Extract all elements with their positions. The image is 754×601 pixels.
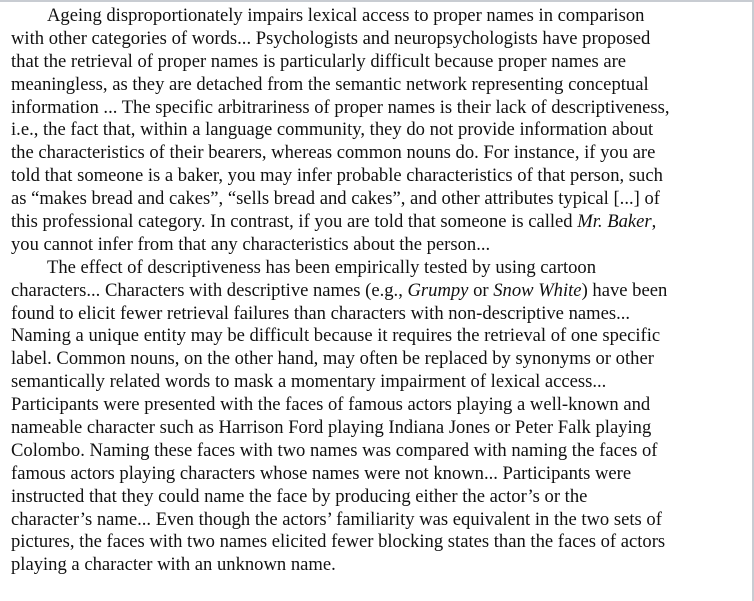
text-line: label. Common nouns, on the other hand, may often be replaced by synonyms or other <box>11 348 654 370</box>
italic-name: Grumpy <box>407 279 469 301</box>
text-line: famous actors playing characters whose names were not known... Participants were <box>11 462 632 484</box>
text-line: Naming a unique entity may be difficult because it requires the retrieval of one specific <box>11 325 661 347</box>
text-line: The effect of descriptiveness has been empirically tested by using cartoon <box>47 256 597 278</box>
document-text <box>11 5 744 577</box>
text-line: information ... The specific arbitrariness of proper names is their lack of descriptiveness, <box>11 96 670 118</box>
text-line: Ageing disproportionately impairs lexical access to proper names in comparison <box>47 5 645 26</box>
text-line: with other categories of words... Psychologists and neuropsychologists have proposed <box>11 27 651 49</box>
text-line: instructed that they could name the face by producing either the actor’s or the <box>11 485 588 507</box>
text-line: meaningless, as they are detached from the semantic network representing conceptual <box>11 73 649 95</box>
text-segment: characters... Characters with descriptive names (e.g., <box>11 279 408 301</box>
text-line <box>11 280 744 303</box>
text-segment: or <box>468 279 494 301</box>
text-segment: ) have been <box>581 279 668 301</box>
text-line: you cannot infer from that any characteristics about the person... <box>11 233 491 255</box>
text-line: character’s name... Even though the actors’ familiarity was equivalent in the two sets of <box>11 508 662 530</box>
text-line: nameable character such as Harrison Ford playing Indiana Jones or Peter Falk playing <box>11 417 652 439</box>
text-line: that the retrieval of proper names is particularly difficult because proper names are <box>11 50 627 72</box>
text-segment: this professional category. In contrast, if you are told that someone is called <box>11 211 578 233</box>
text-line: the characteristics of their bearers, whereas common nouns do. For instance, if you are <box>11 142 656 164</box>
text-line: pictures, the faces with two names elicited fewer blocking states than the faces of actors <box>11 531 666 553</box>
text-segment: , <box>651 211 657 233</box>
text-line: playing a character with an unknown name. <box>11 554 336 576</box>
text-line: told that someone is a baker, you may infer probable characteristics of that person, such <box>11 165 663 187</box>
italic-name: Snow White <box>493 279 582 301</box>
text-line <box>11 211 744 234</box>
text-line: Participants were presented with the faces of famous actors playing a well-known and <box>11 394 651 416</box>
text-line: as “makes bread and cakes”, “sells bread and cakes”, and other attributes typical [...] of <box>11 188 660 210</box>
text-line: found to elicit fewer retrieval failures than characters with non-descriptive names... <box>11 302 631 324</box>
italic-name: Mr. Baker <box>577 211 652 233</box>
text-line: semantically related words to mask a momentary impairment of lexical access... <box>11 371 607 393</box>
text-line: Colombo. Naming these faces with two names was compared with naming the faces of <box>11 439 658 461</box>
text-line: i.e., the fact that, within a language community, they do not provide information about <box>11 119 654 141</box>
